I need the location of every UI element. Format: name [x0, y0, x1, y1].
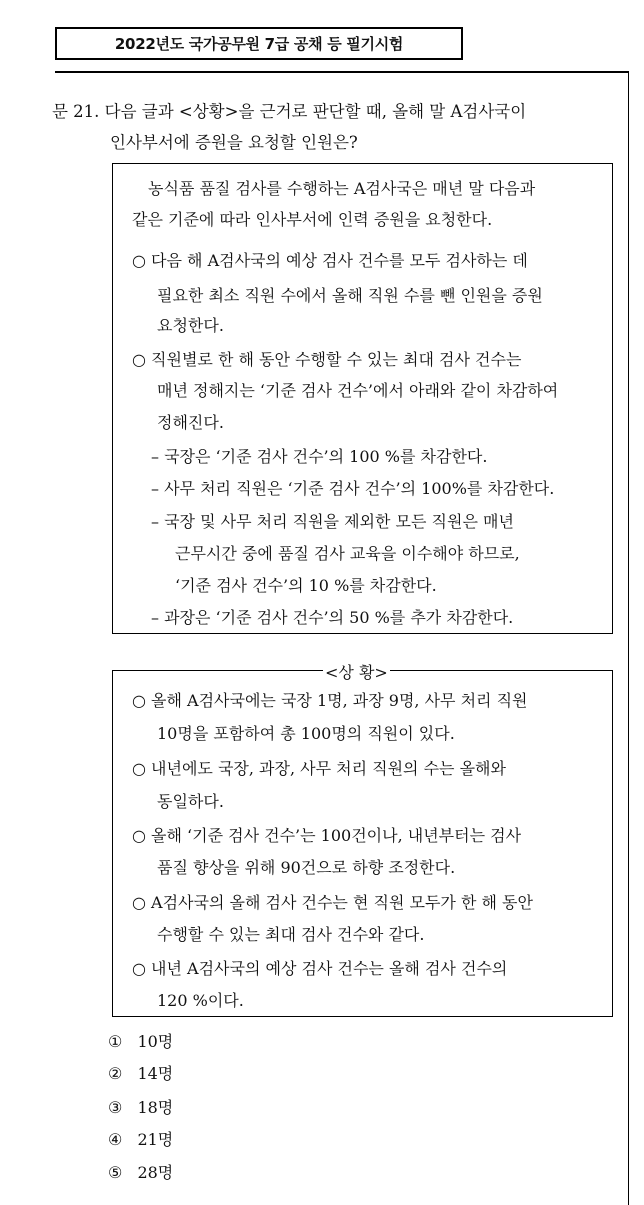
situation-2-line-1: ○ 내년에도 국장, 과장, 사무 처리 직원의 수는 올해와	[132, 759, 506, 778]
rule-2-line-3: 정해진다.	[157, 413, 224, 432]
choice-1-number: ①	[108, 1032, 123, 1051]
header-rule	[55, 71, 629, 73]
question-line-2: 인사부서에 증원을 요청할 인원은?	[110, 133, 358, 152]
situation-3-line-2: 품질 향상을 위해 90건으로 하향 조정한다.	[157, 858, 456, 877]
exam-title: 2022년도 국가공무원 7급 공채 등 필기시험	[114, 35, 404, 53]
rule-2-line-2: 매년 정해지는 ‘기준 검사 건수’에서 아래와 같이 차감하여	[157, 381, 559, 400]
deduction-1: – 국장은 ‘기준 검사 건수’의 100 %를 차감한다.	[151, 447, 488, 466]
choice-2-text: 14명	[137, 1064, 174, 1083]
situation-5-line-1: ○ 내년 A검사국의 예상 검사 건수는 올해 검사 건수의	[132, 959, 508, 978]
deduction-3-line-3: ‘기준 검사 건수’의 10 %를 차감한다.	[175, 576, 437, 595]
situation-4-line-2: 수행할 수 있는 최대 검사 건수와 같다.	[157, 925, 425, 944]
rule-2-line-1: ○ 직원별로 한 해 동안 수행할 수 있는 최대 검사 건수는	[132, 350, 522, 369]
choice-1-text: 10명	[137, 1032, 174, 1051]
choice-4-number: ④	[108, 1130, 123, 1149]
choice-4-text: 21명	[137, 1130, 174, 1149]
deduction-3-line-1: – 국장 및 사무 처리 직원을 제외한 모든 직원은 매년	[151, 512, 514, 531]
situation-5-line-2: 120 %이다.	[157, 991, 244, 1010]
deduction-3-line-2: 근무시간 중에 품질 검사 교육을 이수해야 하므로,	[175, 544, 520, 563]
choice-3[interactable]	[108, 1095, 173, 1118]
rule-1-line-2: 필요한 최소 직원 수에서 올해 직원 수를 뺀 인원을 증원	[157, 286, 543, 305]
choice-2[interactable]	[108, 1061, 173, 1084]
rules-intro-line-1: 농식품 품질 검사를 수행하는 A검사국은 매년 말 다음과	[148, 179, 536, 198]
situation-title: <상 황>	[323, 660, 390, 683]
choice-2-number: ②	[108, 1064, 123, 1083]
deduction-2: – 사무 처리 직원은 ‘기준 검사 건수’의 100%를 차감한다.	[151, 479, 555, 498]
choice-3-text: 18명	[137, 1098, 174, 1117]
choice-5-text: 28명	[137, 1163, 174, 1182]
choice-5-number: ⑤	[108, 1163, 123, 1182]
exam-title-box	[55, 27, 463, 60]
choice-4[interactable]	[108, 1127, 173, 1150]
rule-1-line-3: 요청한다.	[157, 316, 224, 335]
rules-intro-line-2: 같은 기준에 따라 인사부서에 인력 증원을 요청한다.	[132, 210, 493, 229]
situation-3-line-1: ○ 올해 ‘기준 검사 건수’는 100건이나, 내년부터는 검사	[132, 826, 522, 845]
situation-4-line-1: ○ A검사국의 올해 검사 건수는 현 직원 모두가 한 해 동안	[132, 893, 533, 912]
situation-2-line-2: 동일하다.	[157, 792, 224, 811]
situation-1-line-1: ○ 올해 A검사국에는 국장 1명, 과장 9명, 사무 처리 직원	[132, 691, 528, 710]
choice-3-number: ③	[108, 1098, 123, 1117]
rule-1-line-1: ○ 다음 해 A검사국의 예상 검사 건수를 모두 검사하는 데	[132, 251, 528, 270]
column-divider	[628, 71, 629, 1205]
question-line-1: 문 21. 다음 글과 <상황>을 근거로 판단할 때, 올해 말 A검사국이	[52, 102, 527, 121]
situation-1-line-2: 10명을 포함하여 총 100명의 직원이 있다.	[157, 724, 455, 743]
choice-1[interactable]	[108, 1029, 173, 1052]
deduction-4: – 과장은 ‘기준 검사 건수’의 50 %를 추가 차감한다.	[151, 608, 514, 627]
choice-5[interactable]	[108, 1160, 173, 1183]
